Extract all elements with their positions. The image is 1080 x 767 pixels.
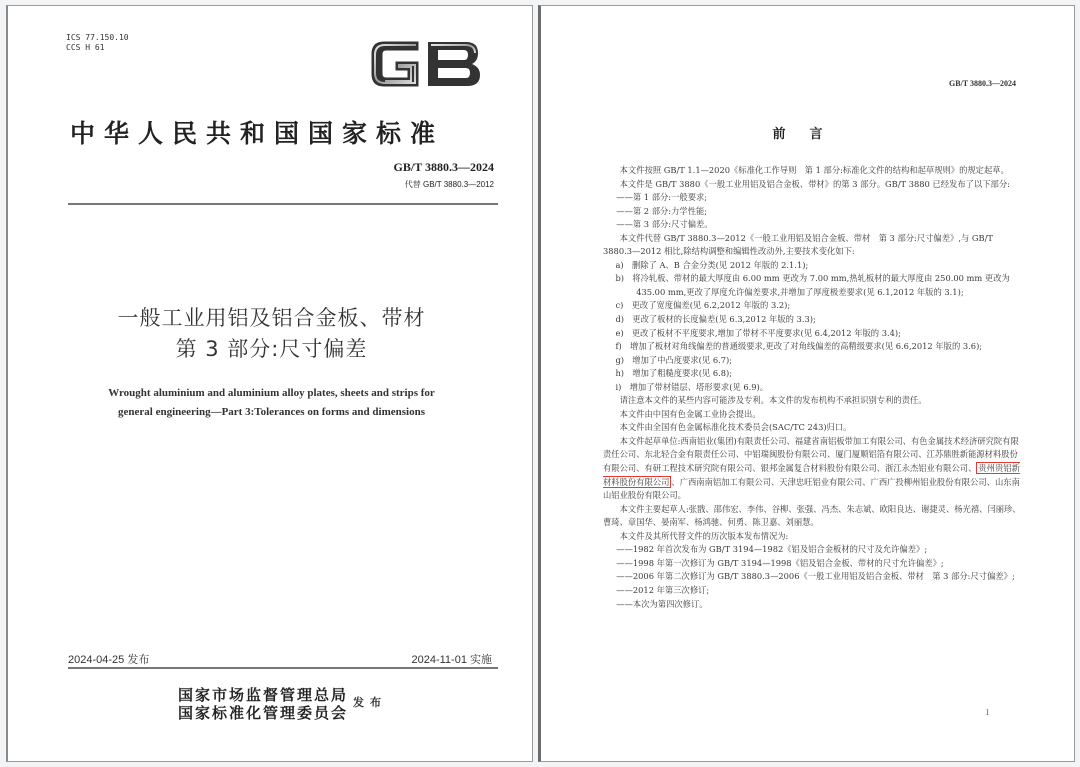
top-divider [68, 203, 498, 205]
page-number: I [986, 709, 989, 717]
publish-date: 2024-04-25 发布 [68, 654, 150, 666]
english-title-line2: general engineering—Part 3:Tolerances on forms and dimensions [118, 406, 425, 418]
part-item: ——第 3 部分:尺寸偏差。 [616, 219, 713, 230]
history-item: ——2012 年第三次修订; [616, 584, 710, 595]
foreword-page [538, 5, 1075, 762]
publisher-line1: 国家市场监督管理总局 [178, 686, 349, 704]
history-item: ——本次为第四次修订。 [616, 598, 708, 609]
history-item: ——2006 年第二次修订为 GB/T 3880.3—2006《一般工业用铝及铝合金板、带材 第 3 部分:尺寸偏差》; [616, 571, 1015, 582]
change-item: d) 更改了板材的长度偏差(见 6.3,2012 年版的 3.3); [615, 314, 816, 325]
change-item: i) 增加了带材错层、塔形要求(见 6.9)。 [615, 381, 769, 392]
national-standard-title: 中华人民共和国国家标准 [70, 119, 445, 148]
change-item: h) 增加了粗糙度要求(见 6.8); [615, 368, 733, 379]
bottom-divider [68, 667, 498, 669]
paragraph-replaces: 本文件代替 GB/T 3880.3—2012《一般工业用铝及铝合金板、带材 第 3 部分:尺寸偏差》,与 GB/T 3880.3—2012 相比,除结构调整和编辑性改动外,主要技术变化如下: [603, 232, 993, 257]
ccs-code: CCS H 61 [66, 43, 105, 52]
change-item: a) 删除了 A、B 合金分类(见 2012 年版的 2.1.1); [615, 259, 809, 270]
part-item: ——第 2 部分:力学性能; [616, 205, 708, 216]
standard-number: GB/T 3880.3—2024 [393, 160, 494, 174]
gb-logo-icon [366, 34, 486, 94]
paragraph-part-of: 本文件是 GB/T 3880《一般工业用铝及铝合金板、带材》的第 3 部分。GB/T 3880 已经发布了以下部分: [619, 178, 1010, 189]
change-item: c) 更改了宽度偏差(见 6.2,2012 年版的 3.2); [615, 300, 791, 311]
ics-code: ICS 77.150.10 [66, 33, 129, 42]
paragraph-proposer: 本文件由中国有色金属工业协会提出。 [619, 408, 761, 419]
implement-date: 2024-11-01 实施 [411, 654, 492, 666]
publish-word: 发布 [353, 696, 387, 709]
standard-number-block [394, 160, 494, 190]
classification-codes [66, 33, 129, 53]
change-item: b) 将冷轧板、带材的最大厚度由 6.00 mm 更改为 7.00 mm,热轧板材的最大厚度由 250.00 mm 更改为 435.00 mm,更改了厚度允许偏差要求,并增加了厚度极差要求(见 6.1,2012 年版的 3.1); [615, 273, 1010, 297]
change-item: e) 更改了板材不平度要求,增加了带材不平度要求(见 6.4,2012 年版的 3.4); [615, 327, 901, 338]
foreword-title: 前言 [772, 127, 847, 142]
part-item: ——第 1 部分:一般要求; [616, 192, 708, 203]
chinese-title [8, 303, 535, 365]
replaces-standard: 代替 GB/T 3880.3—2012 [404, 180, 494, 189]
paragraph-patent: 请注意本文件的某些内容可能涉及专利。本文件的发布机构不承担识别专利的责任。 [619, 395, 927, 406]
change-item: f) 增加了板材对角线偏差的普通级要求,更改了对角线偏差的高精级要求(见 6.6,2012 年版的 3.6); [615, 341, 983, 352]
english-title [8, 384, 535, 422]
paragraph-committee: 本文件由全国有色金属标准化技术委员会(SAC/TC 243)归口。 [619, 422, 852, 433]
header-standard-number: GB/T 3880.3—2024 [949, 79, 1016, 88]
paragraph-drafting-units: 本文件起草单位:西南铝业(集团)有限责任公司、福建省南铝板带加工有限公司、有色金属技术经济研究院有限责任公司、东北轻合金有限责任公司、中铝瑞闽股份有限公司、厦门厦顺铝箔有限公司、江苏鼎胜新能源材料股份有限公司、有研工程技术研究院有限公司、银邦金属复合材料股份有限公司、浙江永杰铝业有限公司、 贵州贵铝新材料股份有限公司 、广西南南铝加工有限公司、天津忠旺铝业有限公司、广西广投柳州铝业股份有限公司、山东南山铝业股份有限公司。 [603, 435, 1020, 501]
paragraph-drafters: 本文件主要起草人:张戬、邵伟宏、李伟、谷柳、张强、冯杰、朱志斌、欧阳良达、谢捷灵、杨光禧、闫丽珍、曹琦、章国华、晏南军、杨鸿驰、何勇、陈卫嘉、刘丽慧。 [603, 503, 1021, 528]
paragraph-drafting-rules: 本文件按照 GB/T 1.1—2020《标准化工作导则 第 1 部分:标准化文件的结构和起草规则》的规定起草。 [619, 165, 1009, 175]
highlighted-company: 贵州贵铝新材料股份有限公司 [603, 463, 1020, 487]
publisher-names [178, 686, 348, 722]
history-item: ——1982 年首次发布为 GB/T 3194—1982《铝及铝合金板材的尺寸及允许偏差》; [616, 544, 928, 555]
paragraph-history-intro: 本文件及其所代替文件的历次版本发布情况为: [619, 530, 789, 541]
publisher-line2: 国家标准化管理委员会 [178, 704, 349, 722]
history-item: ——1998 年第一次修订为 GB/T 3194—1998《铝及铝合金板、带材的尺寸允许偏差》; [616, 557, 944, 568]
english-title-line1: Wrought aluminium and aluminium alloy plates, sheets and strips for [108, 387, 435, 399]
foreword-body [603, 164, 1023, 611]
chinese-title-line2: 第 3 部分:尺寸偏差 [175, 337, 368, 361]
change-item: g) 增加了中凸度要求(见 6.7); [615, 354, 733, 365]
chinese-title-line1: 一般工业用铝及铝合金板、带材 [117, 306, 426, 330]
cover-page [6, 5, 533, 762]
